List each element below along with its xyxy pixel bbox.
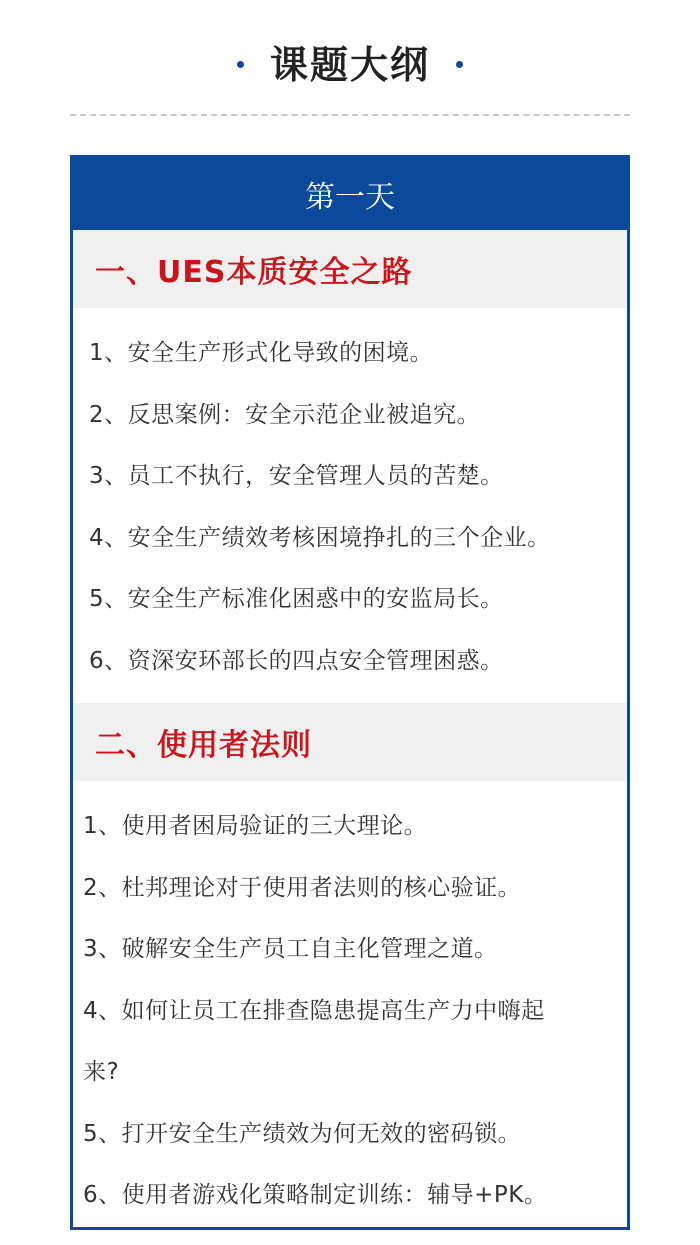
section-title-2: 二、使用者法则 <box>73 703 627 781</box>
section-title-1: 一、UES本质安全之路 <box>73 230 627 308</box>
page-title: 课题大纲 <box>269 42 430 87</box>
dashed-divider <box>70 114 630 116</box>
list-item: 4、安全生产绩效考核困境挣扎的三个企业。 <box>89 524 551 551</box>
list-item: 2、杜邦理论对于使用者法则的核心验证。 <box>83 874 522 901</box>
list-item: 3、员工不执行，安全管理人员的苦楚。 <box>89 463 504 490</box>
list-item: 4、如何让员工在排查隐患提高生产力中嗨起 <box>83 997 545 1024</box>
list-item: 6、资深安环部长的四点安全管理困惑。 <box>89 647 504 674</box>
list-item: 5、安全生产标准化困惑中的安监局长。 <box>89 586 504 613</box>
list-item: 5、打开安全生产绩效为何无效的密码锁。 <box>83 1120 522 1147</box>
list-item: 1、使用者困局验证的三大理论。 <box>83 813 428 840</box>
list-item: 3、破解安全生产员工自主化管理之道。 <box>83 936 498 963</box>
list-item: 1、安全生产形式化导致的困境。 <box>89 340 434 367</box>
day-label: 第一天 <box>73 158 627 230</box>
list-item: 6、使用者游戏化策略制定训练：辅导+PK。 <box>83 1182 548 1209</box>
list-item-continuation: 来? <box>83 1059 120 1086</box>
list-item: 2、反思案例：安全示范企业被追究。 <box>89 401 481 428</box>
outline-card <box>70 155 630 1230</box>
section-1-list <box>73 308 627 703</box>
right-dot-icon <box>456 61 463 68</box>
section-2-list <box>73 781 627 1224</box>
header <box>0 30 700 92</box>
left-dot-icon <box>237 61 244 68</box>
